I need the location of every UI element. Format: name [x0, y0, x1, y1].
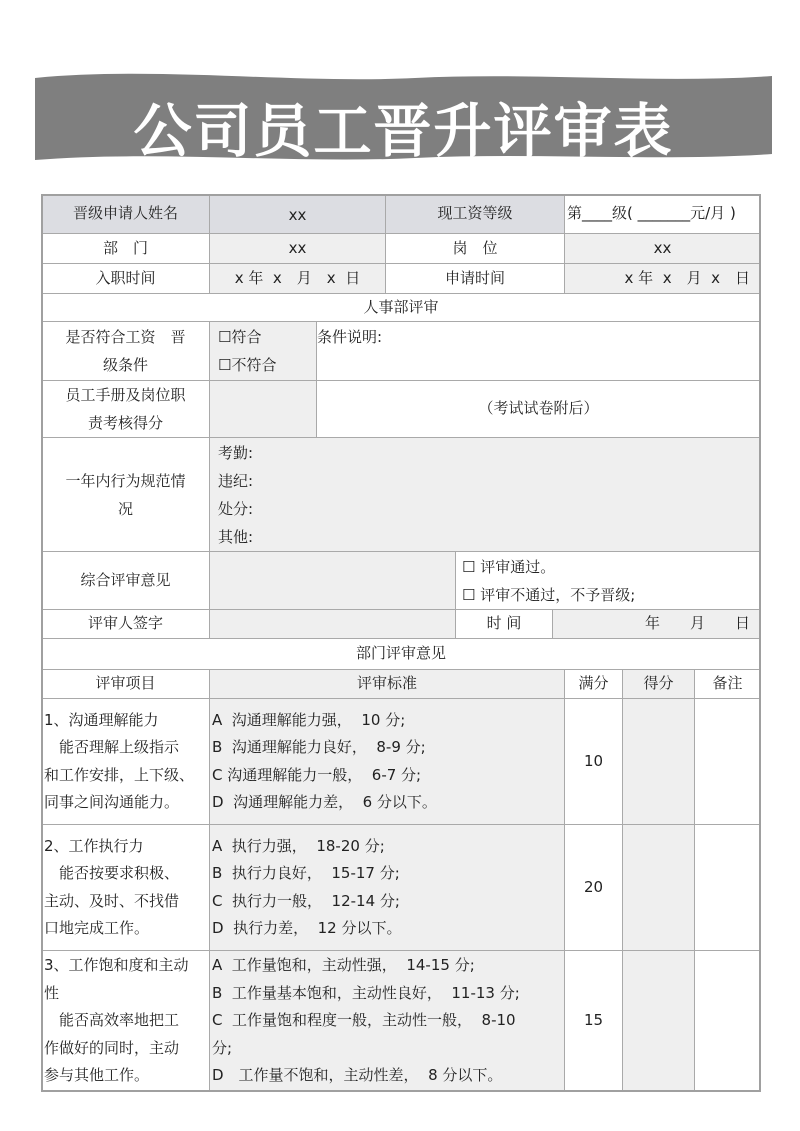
item-line: 1、沟通理解能力 [44, 710, 159, 729]
other-field[interactable]: 其他: [218, 527, 254, 546]
score-field-3[interactable] [622, 950, 695, 1092]
qualify-no-checkbox[interactable]: ☐不符合 [218, 356, 277, 374]
score-field-1[interactable] [622, 698, 695, 825]
department-field[interactable]: xx [209, 233, 386, 264]
review-criteria-3 [209, 950, 565, 1092]
apply-date-label: 申请时间 [385, 263, 565, 294]
header-full-score: 满分 [564, 669, 623, 699]
attendance-field[interactable]: 考勤: [218, 443, 254, 462]
exam-label-line1: 员工手册及岗位职 [65, 386, 186, 404]
criterion-line: B 沟通理解能力良好， 8-9 分; [212, 738, 426, 756]
criterion-line: B 执行力良好， 15-17 分; [212, 864, 400, 882]
qualify-label-line2: 级条件 [102, 356, 148, 374]
review-time-label: 时 间 [455, 609, 553, 639]
criterion-line: C 工作量饱和程度一般，主动性一般， 8-10 [212, 1011, 516, 1030]
name-field[interactable]: xx [209, 194, 386, 234]
remark-field-2[interactable] [694, 824, 761, 951]
review-result-options [455, 551, 761, 610]
remark-field-3[interactable] [694, 950, 761, 1092]
review-item-3 [41, 950, 210, 1092]
behavior-label-line2: 况 [117, 499, 133, 518]
header-remark: 备注 [694, 669, 761, 699]
review-criteria-2 [209, 824, 565, 951]
item-line: 性 [44, 983, 60, 1002]
full-score-1: 10 [564, 698, 623, 825]
summary-opinion-field[interactable] [209, 551, 456, 610]
item-line: 参与其他工作。 [44, 1066, 150, 1085]
review-criteria-1 [209, 698, 565, 825]
reviewer-signature-field[interactable] [209, 609, 456, 639]
qualify-label [41, 321, 210, 381]
summary-opinion-label: 综合评审意见 [41, 551, 210, 610]
header-review-item: 评审项目 [41, 669, 210, 699]
item-line: 同事之间沟通能力。 [44, 793, 180, 811]
item-line: 2、工作执行力 [44, 836, 144, 855]
behavior-label [41, 437, 210, 552]
reviewer-signature-label: 评审人签字 [41, 609, 210, 639]
department-label: 部 门 [41, 233, 210, 264]
review-date-field[interactable]: 年 月 日 [552, 609, 761, 639]
salary-grade-label: 现工资等级 [385, 194, 565, 234]
behavior-label-line1: 一年内行为规范情 [65, 471, 186, 490]
name-label: 晋级申请人姓名 [41, 194, 210, 234]
criterion-line: A 工作量饱和，主动性强， 14-15 分; [212, 956, 475, 975]
review-item-2 [41, 824, 210, 951]
qualify-options [209, 321, 317, 381]
score-field-2[interactable] [622, 824, 695, 951]
condition-description-label: 条件说明: [317, 328, 383, 346]
join-date-label: 入职时间 [41, 263, 210, 294]
criterion-line: A 沟通理解能力强， 10 分; [212, 710, 406, 729]
item-line: 能否高效率地把工 [44, 1011, 180, 1030]
item-line: 能否按要求积极、 [44, 864, 180, 882]
item-line: 主动、及时、不找借 [44, 891, 180, 910]
exam-score-field[interactable] [209, 380, 317, 438]
review-fail-checkbox[interactable]: ☐ 评审不通过，不予晋级; [462, 585, 636, 604]
position-field[interactable]: xx [564, 233, 761, 264]
exam-label-line2: 责考核得分 [87, 414, 163, 432]
criterion-line: D 沟通理解能力差， 6 分以下。 [212, 793, 437, 811]
criterion-line: C 执行力一般， 12-14 分; [212, 891, 400, 910]
punishment-field[interactable]: 处分: [218, 499, 254, 518]
page-title: 公司员工晋升评审表 [133, 97, 674, 165]
full-score-2: 20 [564, 824, 623, 951]
condition-description-field[interactable] [316, 321, 761, 381]
criterion-line: A 执行力强， 18-20 分; [212, 836, 385, 855]
criterion-line: D 执行力差， 12 分以下。 [212, 919, 402, 937]
dept-review-section-title: 部门评审意见 [41, 638, 761, 670]
violation-field[interactable]: 违纪: [218, 471, 254, 490]
salary-grade-field[interactable]: 第____级( _______元/月 ) [564, 194, 761, 234]
criterion-line: D 工作量不饱和，主动性差， 8 分以下。 [212, 1066, 503, 1085]
item-line: 能否理解上级指示 [44, 738, 180, 756]
item-line: 口地完成工作。 [44, 919, 150, 937]
title-banner [35, 70, 772, 165]
full-score-3: 15 [564, 950, 623, 1092]
qualify-yes-checkbox[interactable]: ☐符合 [218, 328, 262, 346]
apply-date-field[interactable]: x 年 x 月 x 日 [564, 263, 761, 294]
criterion-line: 分; [212, 1038, 233, 1057]
criterion-line: B 工作量基本饱和，主动性良好， 11-13 分; [212, 983, 520, 1002]
position-label: 岗 位 [385, 233, 565, 264]
criterion-line: C 沟通理解能力一般， 6-7 分; [212, 765, 422, 784]
review-pass-checkbox[interactable]: ☐ 评审通过。 [462, 557, 556, 576]
remark-field-1[interactable] [694, 698, 761, 825]
item-line: 3、工作饱和度和主动 [44, 956, 189, 975]
qualify-label-line1: 是否符合工资 晋 [65, 328, 186, 346]
exam-note: （考试试卷附后） [316, 380, 761, 438]
item-line: 作做好的同时，主动 [44, 1038, 180, 1057]
join-date-field[interactable]: x 年 x 月 x 日 [209, 263, 386, 294]
behavior-details [209, 437, 761, 552]
header-score: 得分 [622, 669, 695, 699]
review-item-1 [41, 698, 210, 825]
hr-review-section-title: 人事部评审 [41, 293, 761, 322]
item-line: 和工作安排，上下级、 [44, 765, 195, 784]
exam-score-label [41, 380, 210, 438]
header-review-standard: 评审标准 [209, 669, 565, 699]
